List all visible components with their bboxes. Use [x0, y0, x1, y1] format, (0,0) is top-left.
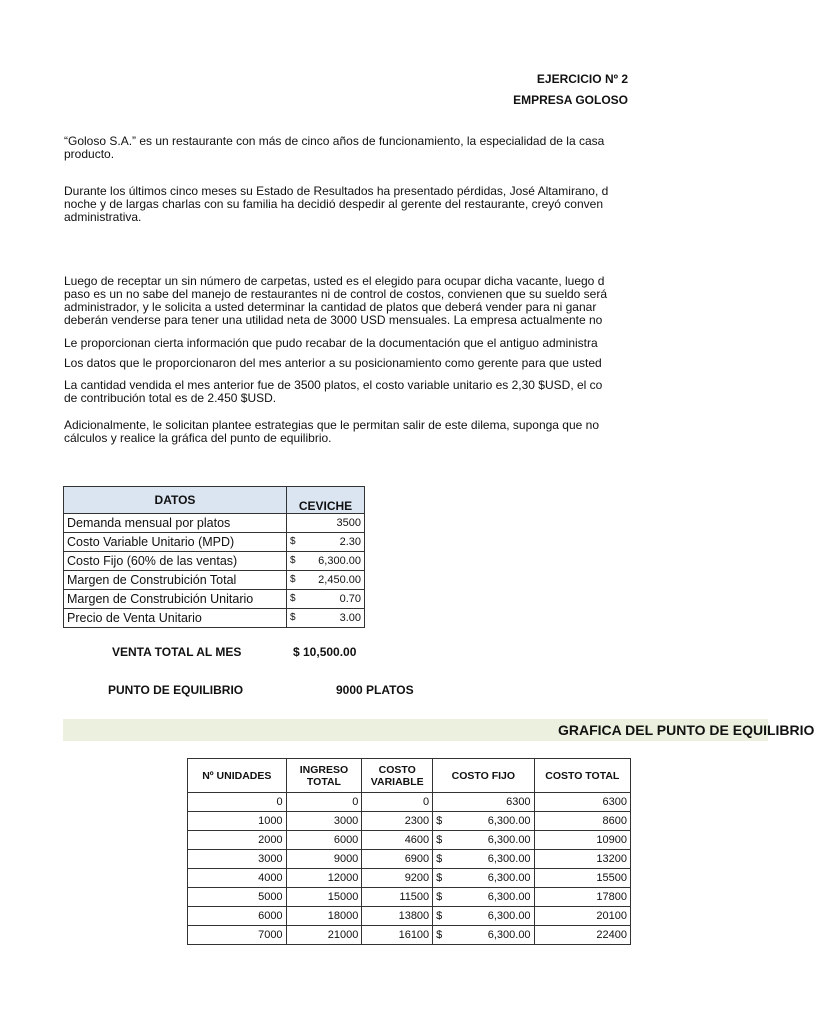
datos-row-label: Demanda mensual por platos — [64, 514, 287, 533]
fijo-cell — [433, 888, 534, 907]
company-title: EMPRESA GOLOSO — [513, 93, 628, 107]
units-table — [187, 758, 631, 945]
units-cell: 3000 — [188, 850, 287, 869]
currency-symbol: $ — [290, 612, 296, 623]
fijo-number: 6,300.00 — [487, 853, 531, 865]
punto-equilibrio-label: PUNTO DE EQUILIBRIO — [108, 683, 244, 697]
fijo-cell — [433, 926, 534, 945]
units-cell: 1000 — [188, 812, 287, 831]
currency-symbol: $ — [290, 574, 296, 585]
ingreso-cell: 0 — [286, 793, 362, 812]
paragraph-3: Luego de receptar un sin número de carpetas, usted es el elegido para ocupar dicha vacante, luego d paso es un no sabe del manejo de restaurantes ni de control de costos, convienen que su sueldo será administrador, y le solicita a usted determinar la cantidad de platos que deberá vender para ni ganar deberán venderse para tener una utilidad neta de 3000 USD mensuales. La empresa actualmente no — [64, 274, 608, 327]
ingreso-cell: 9000 — [286, 850, 362, 869]
datos-row-label: Margen de Construbición Total — [64, 571, 287, 590]
units-cell: 4000 — [188, 869, 287, 888]
datos-row-value — [287, 571, 365, 590]
currency-symbol: $ — [436, 853, 443, 865]
table-row — [188, 869, 631, 888]
datos-row-value — [287, 533, 365, 552]
datos-row — [64, 533, 365, 552]
venta-total-value: $ 10,500.00 — [293, 645, 357, 659]
datos-row-value — [287, 514, 365, 533]
currency-symbol: $ — [436, 891, 443, 903]
ingreso-cell: 18000 — [286, 907, 362, 926]
total-cell: 10900 — [534, 831, 630, 850]
total-cell: 8600 — [534, 812, 630, 831]
fijo-cell — [433, 869, 534, 888]
total-cell: 17800 — [534, 888, 630, 907]
ceviche-header: CEVICHE — [287, 487, 365, 514]
table-row — [188, 888, 631, 907]
variable-cell: 0 — [362, 793, 433, 812]
datos-row — [64, 609, 365, 628]
currency-symbol: $ — [290, 536, 296, 547]
table-row — [188, 831, 631, 850]
total-cell: 20100 — [534, 907, 630, 926]
datos-row-value — [287, 590, 365, 609]
datos-row — [64, 552, 365, 571]
section-title: GRAFICA DEL PUNTO DE EQUILIBRIO — [558, 722, 814, 738]
paragraph-2: Durante los últimos cinco meses su Estado de Resultados ha presentado pérdidas, José Altamirano, d noche y de largas charlas con su familia ha decidió despedir al gerente del restaurante, creyó conven administrativa. — [64, 184, 609, 224]
datos-row-number: 2.30 — [339, 536, 361, 548]
datos-row-label: Precio de Venta Unitario — [64, 609, 287, 628]
variable-cell: 6900 — [362, 850, 433, 869]
units-cell: 7000 — [188, 926, 287, 945]
ingreso-cell: 3000 — [286, 812, 362, 831]
variable-header: COSTO VARIABLE — [362, 759, 433, 793]
units-table-wrapper — [187, 758, 631, 945]
datos-row — [64, 571, 365, 590]
datos-header: DATOS — [64, 487, 287, 514]
fijo-header: COSTO FIJO — [433, 759, 534, 793]
variable-cell: 2300 — [362, 812, 433, 831]
datos-row-label: Costo Variable Unitario (MPD) — [64, 533, 287, 552]
currency-symbol: $ — [290, 555, 296, 566]
datos-row-number: 6,300.00 — [318, 555, 361, 567]
paragraph-5: Los datos que le proporcionaron del mes anterior a su posicionamiento como gerente para que usted — [64, 356, 602, 370]
fijo-cell — [433, 850, 534, 869]
ingreso-header: INGRESO TOTAL — [286, 759, 362, 793]
datos-row-number: 0.70 — [339, 593, 361, 605]
datos-row-number: 3.00 — [339, 612, 361, 624]
paragraph-7: Adicionalmente, le solicitan plantee estrategias que le permitan salir de este dilema, suponga que no cálculos y realice la gráfica del punto de equilibrio. — [64, 418, 599, 445]
fijo-number: 6,300.00 — [487, 910, 531, 922]
units-cell: 6000 — [188, 907, 287, 926]
fijo-number: 6,300.00 — [487, 891, 531, 903]
currency-symbol: $ — [436, 815, 443, 827]
fijo-number: 6,300.00 — [487, 872, 531, 884]
currency-symbol: $ — [436, 929, 443, 941]
total-cell: 22400 — [534, 926, 630, 945]
datos-row-value — [287, 552, 365, 571]
exercise-title: EJERCICIO Nº 2 — [536, 72, 628, 86]
datos-row — [64, 514, 365, 533]
table-row — [188, 907, 631, 926]
datos-row-label: Costo Fijo (60% de las ventas) — [64, 552, 287, 571]
variable-cell: 9200 — [362, 869, 433, 888]
datos-row-value — [287, 609, 365, 628]
fijo-number: 6,300.00 — [487, 834, 531, 846]
total-cell: 15500 — [534, 869, 630, 888]
variable-cell: 11500 — [362, 888, 433, 907]
variable-cell: 4600 — [362, 831, 433, 850]
paragraph-6: La cantidad vendida el mes anterior fue de 3500 platos, el costo variable unitario es 2,30 $USD, el co de contribución total es de 2.450 $USD. — [64, 378, 603, 405]
units-cell: 5000 — [188, 888, 287, 907]
ingreso-cell: 12000 — [286, 869, 362, 888]
fijo-cell — [433, 907, 534, 926]
table-row — [188, 793, 631, 812]
datos-row-label: Margen de Construbición Unitario — [64, 590, 287, 609]
units-cell: 2000 — [188, 831, 287, 850]
ingreso-cell: 15000 — [286, 888, 362, 907]
venta-total-label: VENTA TOTAL AL MES — [112, 645, 242, 659]
paragraph-4: Le proporcionan cierta información que pudo recabar de la documentación que el antiguo administra — [64, 336, 598, 350]
fijo-number: 6,300.00 — [487, 929, 531, 941]
ingreso-cell: 21000 — [286, 926, 362, 945]
punto-equilibrio-value: 9000 PLATOS — [336, 683, 414, 697]
units-cell: 0 — [188, 793, 287, 812]
total-cell: 6300 — [534, 793, 630, 812]
currency-symbol: $ — [290, 593, 296, 604]
variable-cell: 16100 — [362, 926, 433, 945]
fijo-cell — [433, 831, 534, 850]
fijo-cell — [433, 812, 534, 831]
datos-row-number: 3500 — [336, 517, 361, 529]
currency-symbol: $ — [436, 834, 443, 846]
fijo-number: 6300 — [506, 796, 531, 808]
fijo-cell — [433, 793, 534, 812]
currency-symbol: $ — [436, 910, 443, 922]
total-cell: 13200 — [534, 850, 630, 869]
currency-symbol: $ — [436, 872, 443, 884]
total-header: COSTO TOTAL — [534, 759, 630, 793]
table-row — [188, 850, 631, 869]
variable-cell: 13800 — [362, 907, 433, 926]
units-header: Nº UNIDADES — [188, 759, 287, 793]
paragraph-1: “Goloso S.A.” es un restaurante con más de cinco años de funcionamiento, la especialidad de la casa producto. — [64, 134, 605, 161]
datos-row-number: 2,450.00 — [318, 574, 361, 586]
table-row — [188, 812, 631, 831]
datos-row — [64, 590, 365, 609]
ingreso-cell: 6000 — [286, 831, 362, 850]
table-row — [188, 926, 631, 945]
fijo-number: 6,300.00 — [487, 815, 531, 827]
datos-table — [63, 486, 365, 628]
